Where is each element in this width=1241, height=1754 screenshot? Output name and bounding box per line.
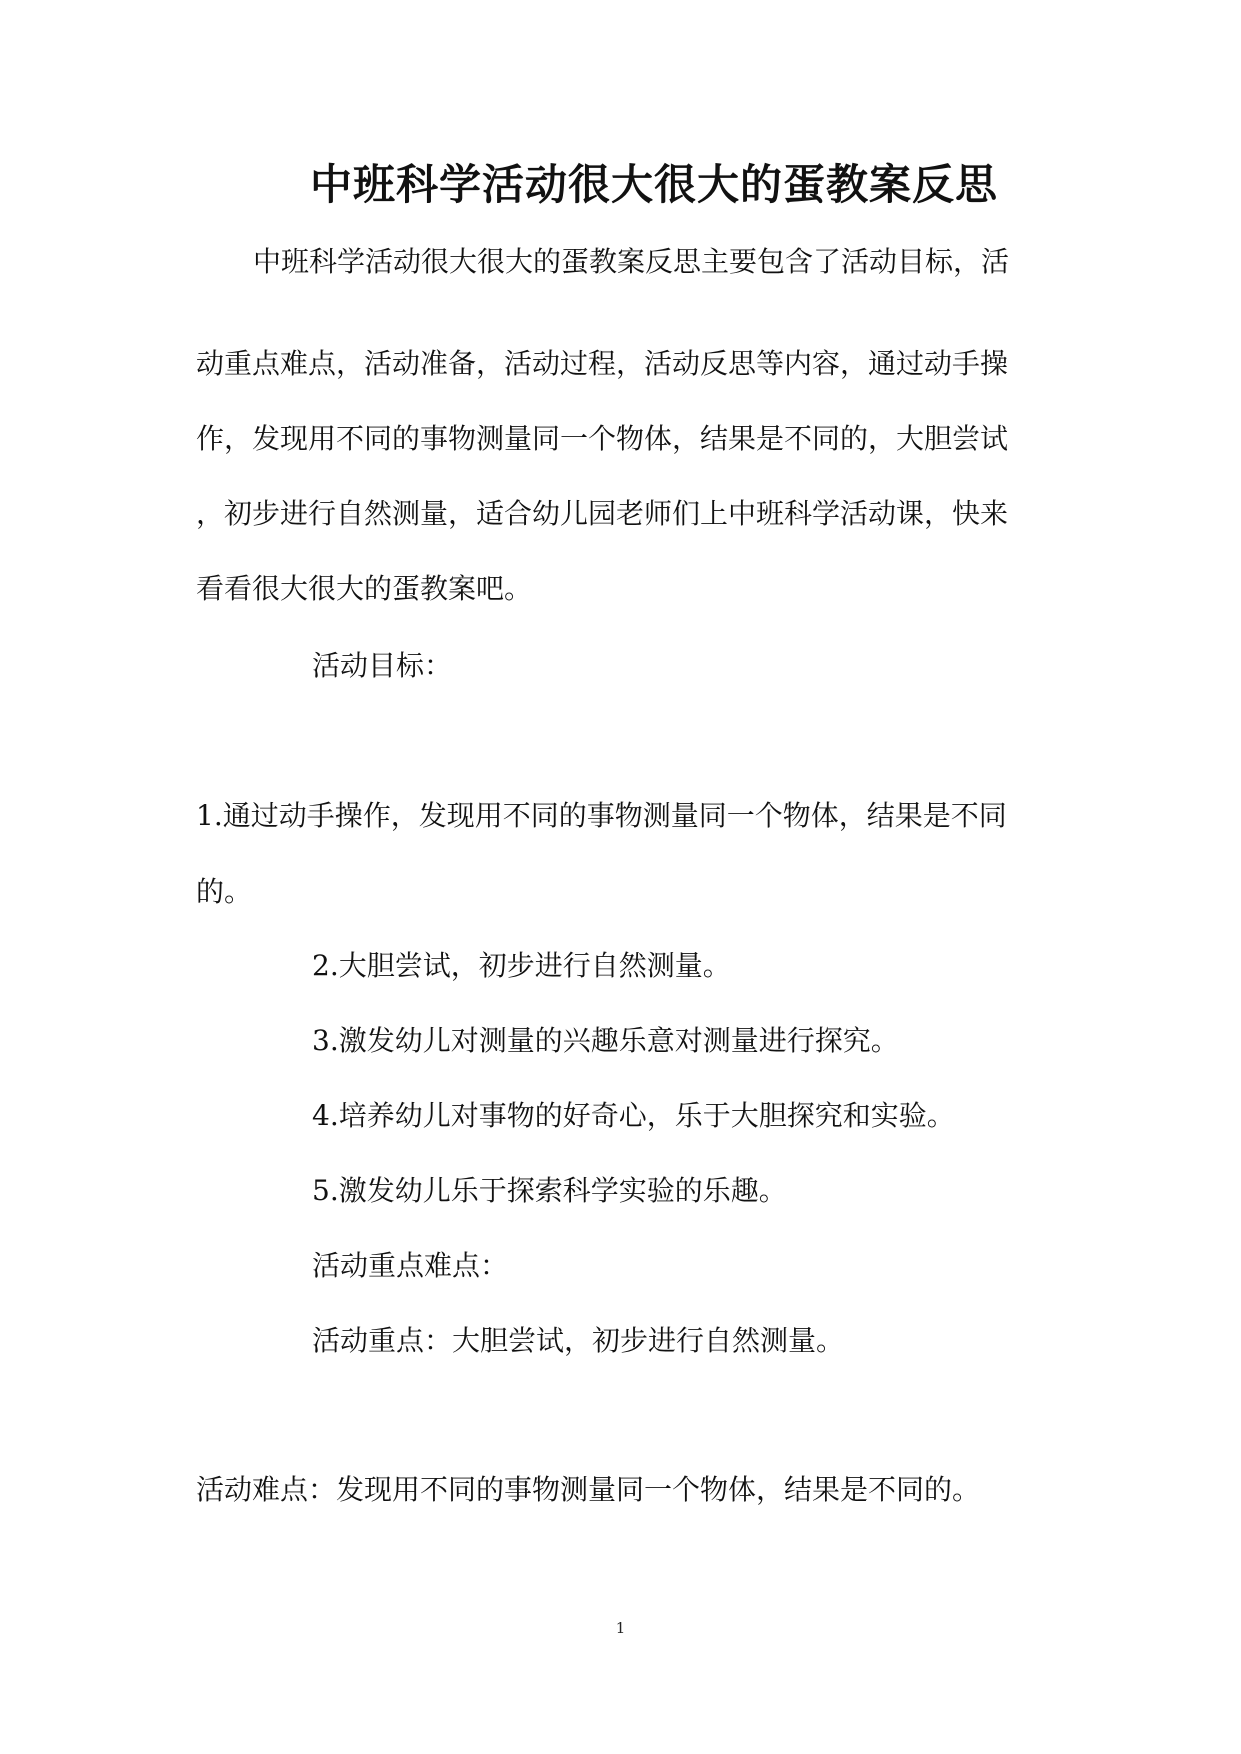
document-title: 中班科学活动很大很大的蛋教案反思 [310,160,999,209]
goal-1-line-2: 的。 [196,875,253,908]
page-number: 1 [615,1619,626,1637]
key-points-heading: 活动重点难点： [312,1249,509,1282]
difficulty: 活动难点：发现用不同的事物测量同一个物体，结果是不同的。 [196,1473,981,1506]
intro-line-4: ，初步进行自然测量，适合幼儿园老师们上中班科学活动课，快来 [196,497,1009,530]
key-point: 活动重点：大胆尝试，初步进行自然测量。 [312,1324,845,1357]
goal-3: 3.激发幼儿对测量的兴趣乐意对测量进行探究。 [312,1024,899,1057]
goal-1-line-1: 1.通过动手操作，发现用不同的事物测量同一个物体，结果是不同 [196,799,1007,832]
intro-line-5: 看看很大很大的蛋教案吧。 [196,572,533,605]
goal-4: 4.培养幼儿对事物的好奇心，乐于大胆探究和实验。 [312,1099,955,1132]
goals-heading: 活动目标： [312,649,453,682]
intro-line-2: 动重点难点，活动准备，活动过程，活动反思等内容，通过动手操 [196,347,1009,380]
intro-line-3: 作，发现用不同的事物测量同一个物体，结果是不同的，大胆尝试 [196,422,1009,455]
goal-2: 2.大胆尝试，初步进行自然测量。 [312,949,731,982]
goal-5: 5.激发幼儿乐于探索科学实验的乐趣。 [312,1174,787,1207]
intro-line-1: 中班科学活动很大很大的蛋教案反思主要包含了活动目标，活 [253,245,1010,278]
